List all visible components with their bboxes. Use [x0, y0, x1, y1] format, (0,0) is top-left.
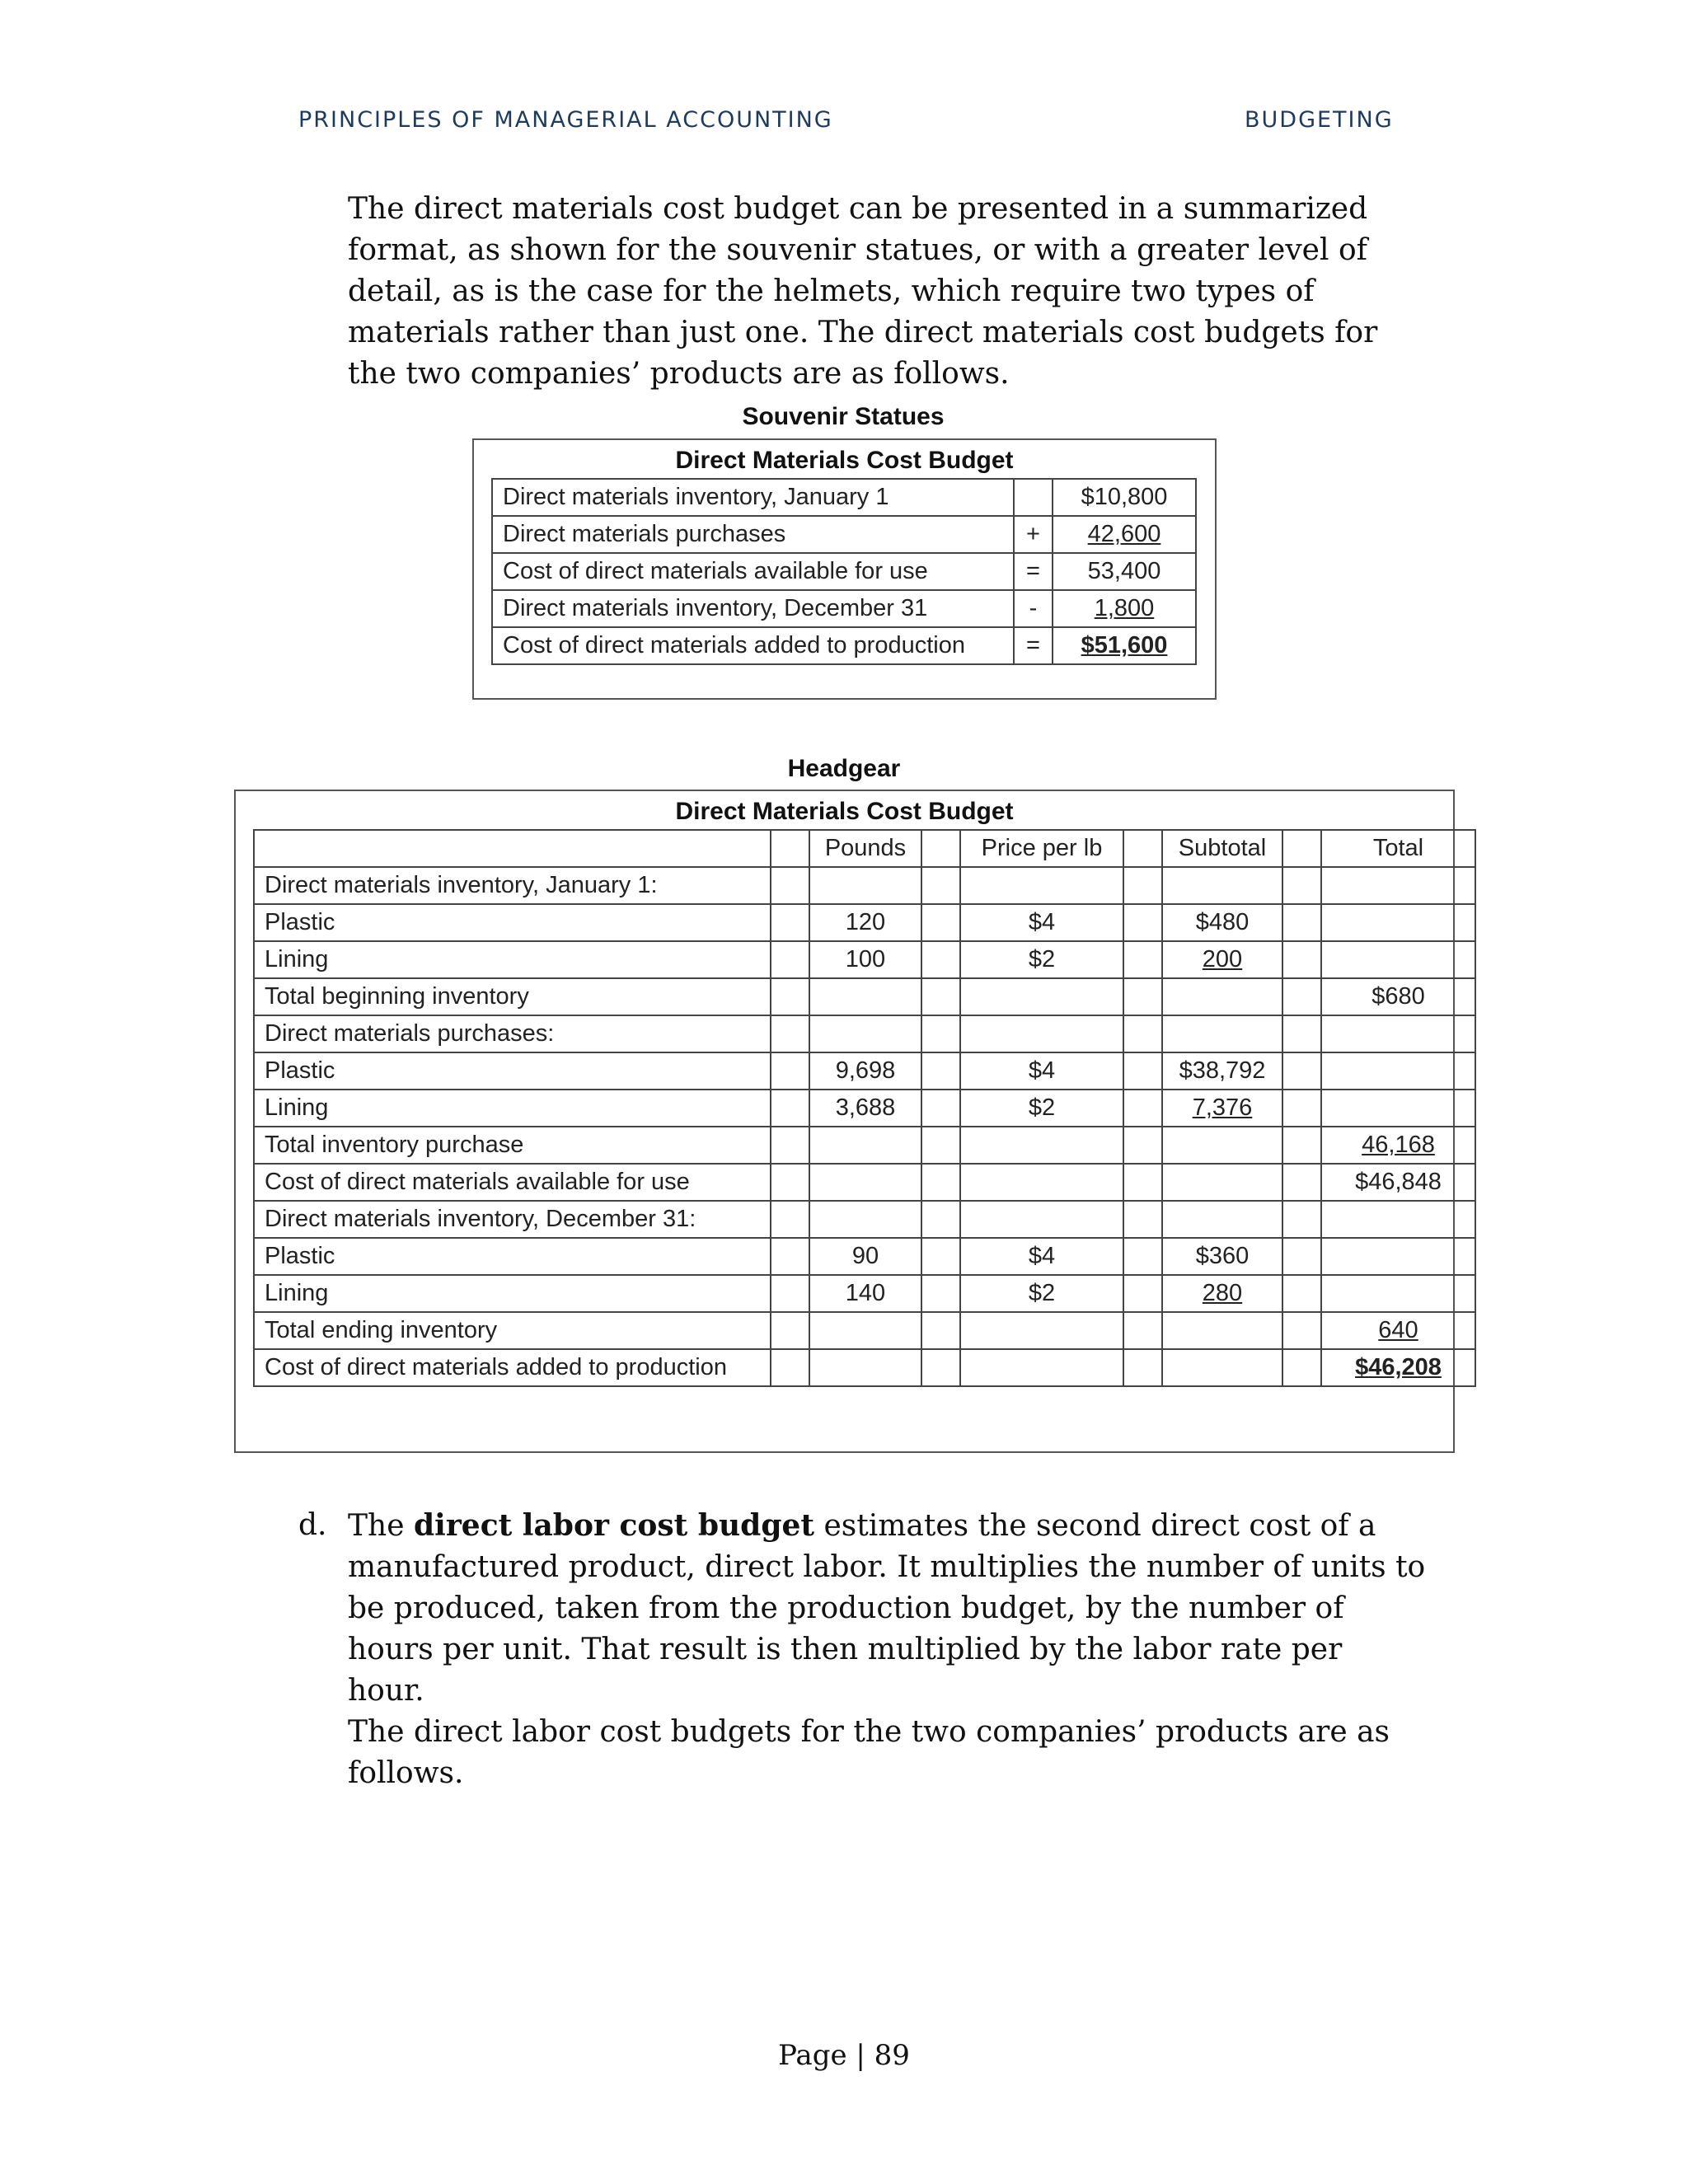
spacer-cell [921, 1275, 960, 1312]
headgear-caption: Headgear [787, 755, 901, 782]
price-cell-text: $2 [1028, 1094, 1056, 1121]
subtotal-cell-text: 280 [1202, 1280, 1243, 1306]
row-value-text: 53,400 [1087, 558, 1161, 584]
row-operator-text: + [1026, 521, 1040, 547]
price-cell [960, 1275, 1123, 1312]
spacer-cell [1123, 1349, 1162, 1386]
spacer-cell [1282, 830, 1321, 867]
row-label [254, 1349, 771, 1386]
column-header-pounds: Pounds [809, 830, 921, 867]
spacer-cell [1123, 1238, 1162, 1275]
spacer-cell [1123, 978, 1162, 1015]
subtotal-cell-text: 200 [1202, 946, 1243, 972]
pounds-cell [809, 941, 921, 978]
table-row [254, 1201, 1475, 1238]
spacer-cell [1123, 941, 1162, 978]
spacer-cell [771, 1164, 809, 1201]
total-cell [1321, 1201, 1475, 1238]
spacer-cell [921, 867, 960, 904]
total-cell-text: $46,848 [1355, 1169, 1442, 1195]
row-value [1053, 516, 1196, 553]
spacer-cell [1282, 1052, 1321, 1090]
row-operator [1014, 516, 1053, 553]
headgear-budget-table [253, 829, 1476, 1387]
subtotal-cell [1162, 1015, 1282, 1052]
row-label-text: Direct materials inventory, January 1: [265, 872, 658, 898]
pounds-cell [809, 1164, 921, 1201]
pounds-cell [809, 1052, 921, 1090]
spacer-cell [1123, 1090, 1162, 1127]
row-label [254, 941, 771, 978]
table-row [254, 978, 1475, 1015]
subtotal-cell [1162, 941, 1282, 978]
spacer-cell [921, 830, 960, 867]
row-value [1053, 590, 1196, 627]
spacer-cell [771, 1127, 809, 1164]
table-row [254, 1275, 1475, 1312]
price-cell [960, 904, 1123, 941]
subtotal-cell [1162, 904, 1282, 941]
price-cell [960, 867, 1123, 904]
table-row [254, 1238, 1475, 1275]
row-operator-text: = [1026, 558, 1040, 584]
spacer-cell [771, 904, 809, 941]
spacer-cell [1282, 978, 1321, 1015]
statues-budget-title: Direct Materials Cost Budget [675, 447, 1014, 474]
row-label-text: Direct materials purchases [503, 521, 786, 547]
row-label [254, 1015, 771, 1052]
column-header-subtotal: Subtotal [1162, 830, 1282, 867]
subtotal-cell-text: 7,376 [1192, 1094, 1253, 1121]
subtotal-cell [1162, 978, 1282, 1015]
row-label-text: Lining [265, 1094, 329, 1121]
spacer-cell [921, 1349, 960, 1386]
spacer-cell [1123, 1312, 1162, 1349]
price-cell-text: $2 [1028, 946, 1056, 972]
spacer-cell [771, 867, 809, 904]
row-operator [1014, 627, 1053, 664]
pounds-cell-text: 140 [845, 1280, 886, 1306]
spacer-cell [771, 830, 809, 867]
total-cell [1321, 867, 1475, 904]
total-cell [1321, 1238, 1475, 1275]
spacer-cell [1123, 1275, 1162, 1312]
spacer-cell [1123, 830, 1162, 867]
spacer-cell [921, 1052, 960, 1090]
row-label-text: Cost of direct materials added to production [265, 1354, 727, 1380]
price-cell-text: $4 [1028, 1057, 1056, 1084]
pounds-cell [809, 978, 921, 1015]
spacer-cell [1282, 1090, 1321, 1127]
column-header-total: Total [1321, 830, 1475, 867]
row-label-text: Total beginning inventory [265, 983, 529, 1010]
total-cell [1321, 1090, 1475, 1127]
pounds-cell [809, 904, 921, 941]
price-cell [960, 1052, 1123, 1090]
subtotal-cell [1162, 1238, 1282, 1275]
table-row [254, 904, 1475, 941]
row-label [254, 1164, 771, 1201]
spacer-cell [771, 941, 809, 978]
spacer-cell [1123, 1127, 1162, 1164]
total-cell [1321, 1127, 1475, 1164]
list-marker-d: d. [298, 1508, 327, 1542]
row-label [254, 1127, 771, 1164]
row-label-text: Lining [265, 946, 329, 972]
pounds-cell [809, 1015, 921, 1052]
row-label [254, 904, 771, 941]
price-cell [960, 1312, 1123, 1349]
row-label [492, 590, 1014, 627]
spacer-cell [771, 978, 809, 1015]
row-label [492, 627, 1014, 664]
total-cell [1321, 1164, 1475, 1201]
row-label-text: Direct materials purchases: [265, 1020, 555, 1047]
spacer-cell [771, 1312, 809, 1349]
row-label-text: Plastic [265, 909, 335, 935]
pounds-cell [809, 1238, 921, 1275]
spacer-cell [921, 904, 960, 941]
row-label-text: Direct materials inventory, January 1 [503, 484, 889, 510]
spacer-cell [771, 1238, 809, 1275]
table-row [254, 1052, 1475, 1090]
spacer-cell [771, 1090, 809, 1127]
subtotal-cell [1162, 1201, 1282, 1238]
spacer-cell [921, 1238, 960, 1275]
row-value [1053, 479, 1196, 516]
statues-caption: Souvenir Statues [742, 403, 945, 430]
table-row [492, 516, 1196, 553]
pounds-cell [809, 1127, 921, 1164]
total-cell-text: $46,208 [1355, 1354, 1442, 1380]
table-row [492, 553, 1196, 590]
row-value [1053, 627, 1196, 664]
table-row [254, 1015, 1475, 1052]
total-cell-text: 46,168 [1362, 1132, 1435, 1158]
pounds-cell-text: 90 [851, 1243, 879, 1269]
spacer-cell [1282, 941, 1321, 978]
spacer-cell [1123, 1164, 1162, 1201]
row-label-text: Lining [265, 1280, 329, 1306]
row-label [254, 978, 771, 1015]
total-cell [1321, 1349, 1475, 1386]
row-value-text: $10,800 [1081, 484, 1168, 510]
spacer-cell [921, 1164, 960, 1201]
table-row [492, 479, 1196, 516]
spacer-cell [921, 1127, 960, 1164]
spacer-cell [1282, 1164, 1321, 1201]
direct-labor-paragraph [348, 1505, 1428, 1712]
row-operator [1014, 553, 1053, 590]
price-cell [960, 1238, 1123, 1275]
subtotal-cell [1162, 1090, 1282, 1127]
subtotal-cell [1162, 1164, 1282, 1201]
table-row [492, 627, 1196, 664]
table-row [254, 1349, 1475, 1386]
table-row [254, 867, 1475, 904]
row-label-text: Direct materials inventory, December 31 [503, 595, 928, 621]
price-cell [960, 1090, 1123, 1127]
direct-labor-followup: The direct labor cost budgets for the two companies’ products are as follows. [348, 1715, 1390, 1790]
row-label-text: Cost of direct materials added to production [503, 632, 965, 658]
pounds-cell-text: 3,688 [835, 1094, 896, 1121]
total-cell-text: 640 [1378, 1317, 1418, 1343]
row-operator-text: = [1026, 632, 1040, 658]
subtotal-cell [1162, 1275, 1282, 1312]
direct-labor-term: direct labor cost budget [413, 1508, 815, 1543]
headgear-header-row [254, 830, 1475, 867]
table-row [254, 941, 1475, 978]
statues-budget-table [491, 478, 1197, 665]
total-cell [1321, 1275, 1475, 1312]
row-label [254, 1090, 771, 1127]
row-label [254, 1275, 771, 1312]
running-header-chapter: BUDGETING [1245, 107, 1394, 133]
price-cell [960, 1164, 1123, 1201]
row-value-text: 42,600 [1087, 521, 1161, 547]
spacer-cell [1123, 904, 1162, 941]
spacer-cell [921, 941, 960, 978]
spacer-cell [1282, 1238, 1321, 1275]
row-operator-text: - [1029, 595, 1038, 621]
row-label [254, 1201, 771, 1238]
subtotal-cell [1162, 1127, 1282, 1164]
spacer-cell [921, 1312, 960, 1349]
paragraph-lead: The [348, 1509, 405, 1543]
pounds-cell-text: 100 [845, 946, 886, 972]
spacer-cell [1282, 1201, 1321, 1238]
column-header-price: Price per lb [960, 830, 1123, 867]
spacer-cell [1282, 867, 1321, 904]
spacer-cell [1282, 1349, 1321, 1386]
spacer-cell [1123, 1015, 1162, 1052]
row-label [254, 1238, 771, 1275]
row-label-text: Direct materials inventory, December 31: [265, 1206, 696, 1232]
row-label [254, 867, 771, 904]
spacer-cell [1123, 867, 1162, 904]
subtotal-cell-text: $38,792 [1179, 1057, 1266, 1084]
pounds-cell [809, 1201, 921, 1238]
row-label-text: Cost of direct materials available for use [265, 1169, 690, 1195]
paragraph-body: estimates the second direct cost of a manufactured product, direct labor. It multiplies the number of units to be produced, taken from the production budget, by the number of hours per unit. That result is then multiplied by the labor rate per hour. [348, 1509, 1426, 1708]
row-value-text: $51,600 [1081, 632, 1168, 658]
price-cell-text: $4 [1028, 1243, 1056, 1269]
spacer-cell [771, 1275, 809, 1312]
pounds-cell [809, 1312, 921, 1349]
subtotal-cell [1162, 867, 1282, 904]
total-cell [1321, 1015, 1475, 1052]
headgear-budget-title: Direct Materials Cost Budget [675, 798, 1014, 825]
spacer-cell [921, 1090, 960, 1127]
spacer-cell [921, 1015, 960, 1052]
row-label [492, 479, 1014, 516]
row-operator [1014, 479, 1053, 516]
table-row [254, 1127, 1475, 1164]
header-blank-cell [254, 830, 771, 867]
pounds-cell [809, 1349, 921, 1386]
spacer-cell [1282, 1127, 1321, 1164]
pounds-cell [809, 1275, 921, 1312]
row-label-text: Plastic [265, 1243, 335, 1269]
spacer-cell [1282, 1275, 1321, 1312]
spacer-cell [771, 1349, 809, 1386]
price-cell [960, 1349, 1123, 1386]
spacer-cell [1282, 1015, 1321, 1052]
spacer-cell [1282, 904, 1321, 941]
row-value [1053, 553, 1196, 590]
spacer-cell [921, 1201, 960, 1238]
subtotal-cell [1162, 1349, 1282, 1386]
spacer-cell [771, 1015, 809, 1052]
row-label [254, 1312, 771, 1349]
total-cell [1321, 1052, 1475, 1090]
spacer-cell [771, 1052, 809, 1090]
table-row [254, 1164, 1475, 1201]
subtotal-cell-text: $360 [1195, 1243, 1250, 1269]
table-row [254, 1090, 1475, 1127]
row-label-text: Cost of direct materials available for use [503, 558, 928, 584]
spacer-cell [771, 1201, 809, 1238]
pounds-cell-text: 9,698 [835, 1057, 896, 1084]
total-cell [1321, 941, 1475, 978]
page-number: Page | 89 [778, 2039, 910, 2072]
spacer-cell [921, 978, 960, 1015]
spacer-cell [1282, 1312, 1321, 1349]
row-label [492, 553, 1014, 590]
price-cell [960, 1201, 1123, 1238]
subtotal-cell [1162, 1052, 1282, 1090]
total-cell-text: $680 [1372, 983, 1425, 1010]
subtotal-cell [1162, 1312, 1282, 1349]
row-label-text: Total inventory purchase [265, 1132, 524, 1158]
spacer-cell [1123, 1052, 1162, 1090]
table-row [492, 590, 1196, 627]
subtotal-cell-text: $480 [1195, 909, 1250, 935]
price-cell [960, 941, 1123, 978]
total-cell [1321, 904, 1475, 941]
pounds-cell [809, 867, 921, 904]
price-cell-text: $2 [1028, 1280, 1056, 1306]
running-header-title: PRINCIPLES OF MANAGERIAL ACCOUNTING [298, 107, 833, 133]
price-cell [960, 978, 1123, 1015]
price-cell [960, 1015, 1123, 1052]
price-cell [960, 1127, 1123, 1164]
row-label [492, 516, 1014, 553]
row-label-text: Total ending inventory [265, 1317, 498, 1343]
row-label-text: Plastic [265, 1057, 335, 1084]
pounds-cell [809, 1090, 921, 1127]
pounds-cell-text: 120 [845, 909, 886, 935]
intro-paragraph: The direct materials cost budget can be presented in a summarized format, as shown for the souvenir statues, or with a greater level of detail, as is the case for the helmets, which require two types of materials rather than just one. The direct materials cost budgets for the two companies’ products are as follows. [348, 192, 1378, 391]
row-label [254, 1052, 771, 1090]
table-row [254, 1312, 1475, 1349]
row-value-text: 1,800 [1094, 595, 1155, 621]
total-cell [1321, 978, 1475, 1015]
price-cell-text: $4 [1028, 909, 1056, 935]
row-operator [1014, 590, 1053, 627]
spacer-cell [1123, 1201, 1162, 1238]
total-cell [1321, 1312, 1475, 1349]
